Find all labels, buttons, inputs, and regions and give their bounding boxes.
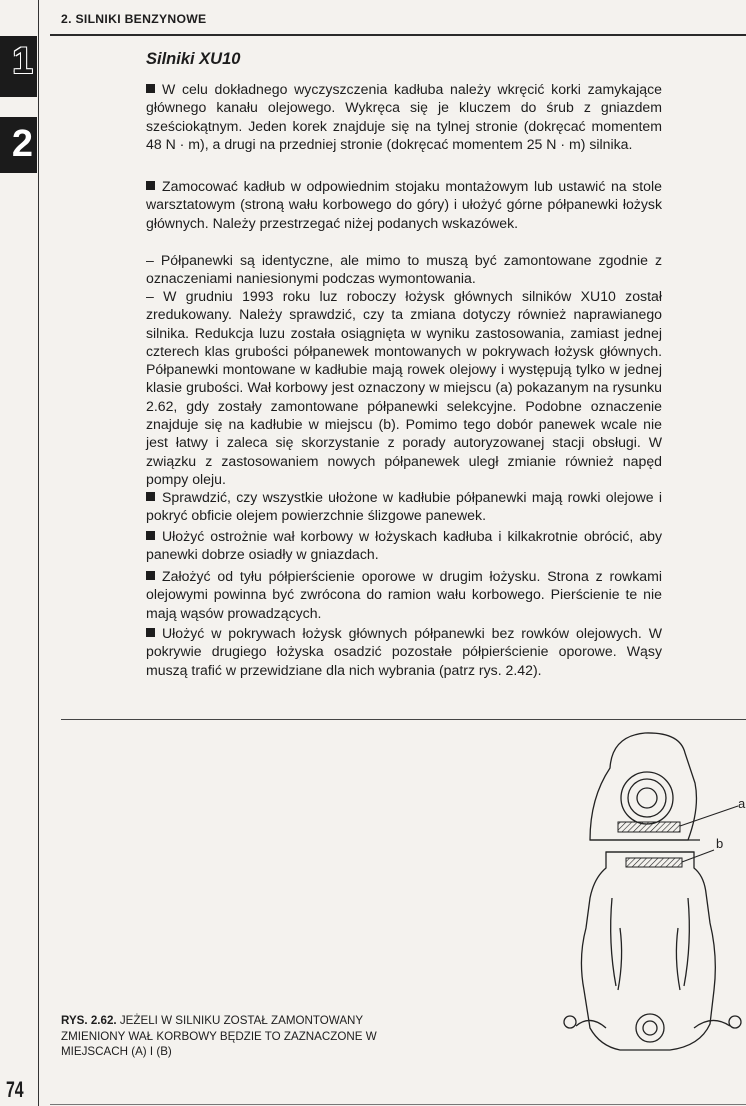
rib-right xyxy=(694,1020,730,1028)
leader-a xyxy=(680,806,738,826)
bullet-icon xyxy=(146,571,155,580)
crank-bore xyxy=(636,1014,664,1042)
paragraph-8: Ułożyć w pokrywach łożysk głównych półpanewki bez rowków olejowych. W pokrywie drugiego łożyska osadzić pozostałe półpierścienie oporowe. Wąsy muszą trafić w przewidziane dla nich wybrania (patrz rys. 2.42). xyxy=(146,625,662,678)
rib-left xyxy=(576,1020,606,1028)
header-rule xyxy=(50,34,746,36)
mark-b xyxy=(626,858,682,867)
seal-inner xyxy=(637,788,657,808)
mark-a xyxy=(618,822,680,832)
cavity-left xyxy=(618,928,622,990)
crank-bore-inner xyxy=(643,1021,657,1035)
label-a: a xyxy=(738,796,746,811)
chapter-tab-1 xyxy=(0,36,37,97)
paragraph-2: Zamocować kadłub w odpowiednim stojaku montażowym lub ustawić na stole warsztatowym (stroną wału korbowego do góry) i ułożyć górne półpanewki łożysk głównych. Należy przestrzegać niżej podanych wskazówek. xyxy=(146,178,662,231)
figure-rule xyxy=(61,719,746,720)
page-number: 74 xyxy=(6,1077,24,1102)
bullet-icon xyxy=(146,181,155,190)
bolt-right xyxy=(729,1016,741,1028)
bottom-rule xyxy=(50,1104,746,1105)
caption-text: JEŻELI W SILNIKU ZOSTAŁ ZAMONTOWANY ZMIENIONY WAŁ KORBOWY BĘDZIE TO ZAZNACZONE W MIEJSCACH (A) I (B) xyxy=(61,1014,377,1058)
paragraph-6: Ułożyć ostrożnie wał korbowy w łożyskach kadłuba i kilkakrotnie obrócić, aby panewki dobrze osiadły w gniazdach. xyxy=(146,528,662,563)
paragraph-4: – W grudniu 1993 roku luz roboczy łożysk głównych silników XU10 został zredukowany. Należy sprawdzić, czy ta zmiana dotyczy również naprawianego silnika. Redukcja luzu została osiągnięta w wyniku zastosowania, zamiast jednej czterech klas grubości półpanewek montowanych w pokrywach łożysk głównych. Półpanewki montowane w kadłubie mają rowek olejowy i występują tylko w jednej klasie grubości. Wał korbowy jest oznaczony w miejscu (a) pokazanym na rysunku 2.62, gdy zostały zamontowane półpanewki selekcyjne. Podobne oznaczenie znajduje się na kadłubie w miejscu (b). Pomimo tego dobór panewek wcale nie jest łatwy i zaleca się skorzystanie z porady autoryzowanej stacji obsługi. W związku z zastosowaniem nowych półpanewek uległ zmianie również napęd pompy oleju. xyxy=(146,288,662,487)
seal-outer xyxy=(621,772,673,824)
figure-caption xyxy=(61,1013,421,1060)
engine-block-diagram xyxy=(550,728,746,1058)
paragraph-3: – Półpanewki są identyczne, ale mimo to muszą być zamontowane zgodnie z oznaczeniami naniesionymi podczas wymontowania. xyxy=(146,252,662,287)
page-edge xyxy=(38,0,39,1106)
web-left xyxy=(611,898,616,986)
paragraph-5: Sprawdzić, czy wszystkie ułożone w kadłubie półpanewki mają rowki olejowe i pokryć obficie olejem powierzchnie ślizgowe panewek. xyxy=(146,489,662,524)
chapter-tab-2-number: 2 xyxy=(11,123,33,165)
running-header: 2. SILNIKI BENZYNOWE xyxy=(61,12,207,26)
chapter-tab-1-number: 1 xyxy=(12,40,33,81)
web-right xyxy=(684,898,689,986)
label-b: b xyxy=(716,836,724,851)
chapter-tab-2 xyxy=(0,117,37,173)
paragraph-7: Założyć od tyłu półpierścienie oporowe w drugim łożysku. Strona z rowkami olejowymi powinna być zwrócona do ramion wału korbowego. Pierścienie te nie mają wąsów prowadzących. xyxy=(146,568,662,621)
caption-prefix: RYS. 2.62. xyxy=(61,1014,117,1027)
section-title: Silniki XU10 xyxy=(146,50,241,68)
seal-mid xyxy=(628,779,666,817)
bullet-icon xyxy=(146,492,155,501)
cavity-right xyxy=(676,928,680,990)
bullet-icon xyxy=(146,84,155,93)
bullet-icon xyxy=(146,628,155,637)
block-outline xyxy=(581,852,715,1050)
paragraph-1: W celu dokładnego wyczyszczenia kadłuba należy wkręcić korki zamykające głównego kanału olejowego. Wykręca się je kluczem do śrub z gniazdem sześciokątnym. Jeden korek znajduje się na tylnej stronie (dokręcać momentem 48 N · m), a drugi na przedniej stronie (dokręcać momentem 25 N · m) silnika. xyxy=(146,81,662,152)
bolt-left xyxy=(564,1016,576,1028)
bullet-icon xyxy=(146,531,155,540)
